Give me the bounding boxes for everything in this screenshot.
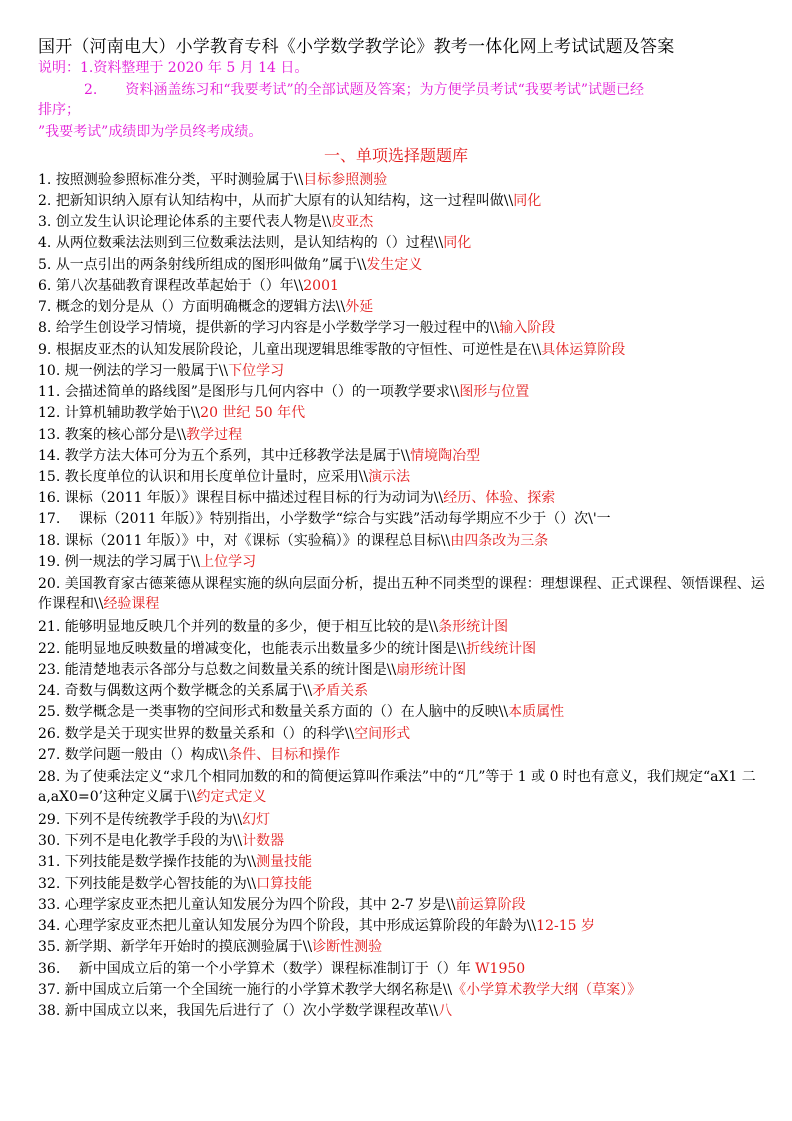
question-number: 26. [38, 726, 65, 742]
question-answer: 扇形统计图 [396, 662, 467, 678]
question-number: 31. [38, 854, 65, 870]
question-number: 18. [38, 533, 65, 549]
question-number: 24. [38, 683, 65, 699]
question-answer: 目标参照测验 [303, 172, 388, 188]
question-item [38, 467, 410, 487]
question-item [38, 403, 305, 423]
question-item [38, 681, 368, 701]
question-number: 20. [38, 576, 65, 592]
question-number: 12. [38, 405, 65, 421]
question-text: 教学方法大体可分为五个系列，其中迁移教学法是属于\\ [64, 448, 411, 464]
question-answer: 折线统计图 [466, 641, 537, 657]
question-number: 36. [38, 961, 65, 977]
question-number: 21. [38, 619, 65, 635]
question-item [38, 531, 548, 551]
question-item [38, 233, 471, 253]
note-line-1: 说明：1.资料整理于 2020 年 5 月 14 日。 [38, 60, 309, 76]
question-text: 心理学家皮亚杰把儿童认知发展分为四个阶段，其中形成运算阶段的年龄为\\ [64, 918, 537, 934]
question-text: 能够明显地反映几个并列的数量的多少，便于相互比较的是\\ [64, 619, 439, 635]
question-item [38, 255, 422, 275]
question-item [38, 382, 529, 402]
question-item [38, 1001, 452, 1021]
question-number: 34. [38, 918, 65, 934]
question-text: 第八次基础教育课程改革起始于（）年\\ [55, 278, 304, 294]
question-item [38, 446, 480, 466]
question-text: 数学问题一般由（）构成\\ [64, 747, 229, 763]
question-answer: 2001 [303, 278, 339, 294]
question-answer: 具体运算阶段 [541, 342, 626, 358]
question-item [38, 702, 564, 722]
question-item [38, 276, 339, 296]
question-text: 能清楚地表示各部分与总数之间数量关系的统计图是\\ [64, 662, 397, 678]
question-number: 8. [38, 320, 56, 336]
question-answer: 演示法 [368, 469, 411, 485]
question-text: 例一规法的学习属于\\ [64, 554, 201, 570]
question-number: 3. [38, 214, 56, 230]
question-number: 23. [38, 662, 65, 678]
question-answer: 情境陶冶型 [410, 448, 481, 464]
question-number: 29. [38, 812, 65, 828]
question-item [38, 810, 270, 830]
question-item [38, 660, 466, 680]
question-number: 17. [38, 511, 65, 527]
question-answer: 发生定义 [366, 257, 423, 273]
question-number: 9. [38, 342, 56, 358]
question-item [38, 874, 312, 894]
question-answer: 测量技能 [256, 854, 313, 870]
question-item [38, 297, 373, 317]
question-item [38, 745, 340, 765]
question-number: 35. [38, 939, 65, 955]
question-answer: 同化 [513, 193, 542, 209]
question-item [38, 639, 536, 659]
question-item [38, 340, 625, 360]
question-item [38, 574, 768, 614]
question-text: 从一点引出的两条射线所组成的图形叫做角”属于\\ [55, 257, 367, 273]
question-item [38, 937, 382, 957]
question-answer: 《小学算术教学大纲（草案）》 [452, 982, 642, 998]
question-text: 根据皮亚杰的认知发展阶段论，儿童出现逻辑思维零散的守恒性、可逆性是在\\ [55, 342, 542, 358]
question-text: 规一例法的学习一般属于\\ [64, 363, 229, 379]
question-item [38, 852, 312, 872]
question-number: 37. [38, 982, 65, 998]
question-number: 28. [38, 769, 65, 785]
question-text: 数学概念是一类事物的空间形式和数量关系方面的（）在人脑中的反映\\ [64, 704, 509, 720]
question-answer: 皮亚杰 [331, 214, 374, 230]
question-text: 心理学家皮亚杰把儿童认知发展分为四个阶段，其中 2-7 岁是\\ [64, 897, 456, 913]
question-text: 会描述简单的路线图”是图形与几何内容中（）的一项教学要求\\ [64, 384, 460, 400]
question-number: 38. [38, 1003, 65, 1019]
section-title: 一、单项选择题题库 [323, 146, 468, 165]
question-item [38, 980, 641, 1000]
question-number: 14. [38, 448, 65, 464]
question-text: 为了使乘法定义“求几个相同加数的和的简便运算叫作乘法”中的“几”等于 1 或 0 时也有意义，我们规定“aX1 二 a,aX0=0’这种定义属于\\ [38, 769, 756, 805]
question-item [38, 212, 373, 232]
question-item [38, 170, 387, 190]
question-number: 11. [38, 384, 65, 400]
question-answer: 本质属性 [508, 704, 565, 720]
question-text: 创立发生认识论理论体系的主要代表人物是\\ [55, 214, 332, 230]
question-item [38, 552, 256, 572]
question-number: 10. [38, 363, 65, 379]
question-text: 数学是关于现实世界的数量关系和（）的科学\\ [64, 726, 355, 742]
document-title: 国开（河南电大）小学教育专科《小学数学教学论》教考一体化网上考试试题及答案 [38, 37, 675, 57]
question-item [38, 959, 525, 979]
question-number: 15. [38, 469, 65, 485]
question-answer: 下位学习 [228, 363, 285, 379]
question-text: 课标（2011 年版）》课程目标中描述过程目标的行为动词为\\ [64, 490, 444, 506]
question-number: 25. [38, 704, 65, 720]
question-number: 7. [38, 299, 56, 315]
question-answer: 经验课程 [103, 596, 160, 612]
question-number: 6. [38, 278, 56, 294]
question-item [38, 425, 242, 445]
question-answer: 图形与位置 [459, 384, 530, 400]
question-text: 新中国成立以来，我国先后进行了（）次小学数学课程改革\\ [64, 1003, 439, 1019]
question-number: 16. [38, 490, 65, 506]
question-text: 把新知识纳入原有认知结构中，从而扩大原有的认知结构，这一过程叫做\\ [55, 193, 514, 209]
question-number: 30. [38, 833, 65, 849]
question-answer: 约定式定义 [196, 789, 267, 805]
question-answer: 矛盾关系 [312, 683, 369, 699]
question-text: 教长度单位的认识和用长度单位计量时，应采用\\ [64, 469, 369, 485]
question-item [38, 617, 508, 637]
question-answer: 条件、目标和操作 [228, 747, 341, 763]
question-text: 课标（2011 年版）》特别指出，小学数学“综合与实践”活动每学期应不少于（）次\'一 [64, 511, 611, 527]
question-text: 下列不是电化教学手段的为\\ [64, 833, 243, 849]
question-answer: 前运算阶段 [455, 897, 526, 913]
question-text: 奇数与偶数这两个数学概念的关系属于\\ [64, 683, 313, 699]
note-line-2: 2. 资料涵盖练习和“我要考试”的全部试题及答案；为方便学员考试“我要考试”试题已经 [84, 82, 644, 98]
question-item [38, 916, 595, 936]
question-text: 教案的核心部分是\\ [64, 427, 187, 443]
question-answer: 输入阶段 [499, 320, 556, 336]
question-text: 给学生创设学习情境，提供新的学习内容是小学数学学习一般过程中的\\ [55, 320, 500, 336]
question-answer: 同化 [443, 235, 472, 251]
question-text: 按照测验参照标准分类，平时测验属于\\ [55, 172, 304, 188]
question-text: 新学期、新学年开始时的摸底测验属于\\ [64, 939, 313, 955]
question-answer: 20 世纪 50 年代 [200, 405, 306, 421]
question-item [38, 724, 410, 744]
question-number: 4. [38, 235, 56, 251]
question-text: 下列不是传统教学手段的为\\ [64, 812, 243, 828]
question-text: 下列技能是数学操作技能的为\\ [64, 854, 257, 870]
question-item [38, 318, 555, 338]
question-item [38, 509, 611, 529]
question-number: 1. [38, 172, 56, 188]
question-answer: 空间形式 [354, 726, 411, 742]
question-item [38, 767, 768, 807]
question-item [38, 488, 555, 508]
question-answer: 诊断性测验 [312, 939, 383, 955]
question-text: 课标（2011 年版）》中，对《课标（实验稿）》的课程总目标\\ [64, 533, 451, 549]
question-text: 美国教育家古德莱德从课程实施的纵向层面分析，提出五种不同类型的课程：理想课程、正式课程、领悟课程、运作课程和\\ [38, 576, 765, 612]
question-text: 概念的划分是从（）方面明确概念的逻辑方法\\ [55, 299, 346, 315]
question-text: 计算机辅助教学始于\\ [64, 405, 201, 421]
question-number: 32. [38, 876, 65, 892]
question-number: 33. [38, 897, 65, 913]
question-answer: 12-15 岁 [536, 918, 595, 934]
question-text: 新中国成立后的第一个小学算术（数学）课程标准制订于（）年 [64, 961, 476, 977]
question-answer: 口算技能 [256, 876, 313, 892]
note-line-3: 排序； [38, 102, 80, 118]
question-answer: 上位学习 [200, 554, 257, 570]
question-answer: 条形统计图 [438, 619, 509, 635]
question-number: 19. [38, 554, 65, 570]
question-answer: 八 [438, 1003, 453, 1019]
question-item [38, 361, 284, 381]
question-number: 27. [38, 747, 65, 763]
question-item [38, 895, 526, 915]
question-answer: 计数器 [242, 833, 285, 849]
question-answer: 教学过程 [186, 427, 243, 443]
question-number: 13. [38, 427, 65, 443]
note-line-4: ”我要考试”成绩即为学员终考成绩。 [38, 124, 263, 140]
question-item [38, 191, 541, 211]
question-answer: 由四条改为三条 [450, 533, 549, 549]
question-number: 5. [38, 257, 56, 273]
question-answer: 外延 [345, 299, 374, 315]
question-text: 下列技能是数学心智技能的为\\ [64, 876, 257, 892]
question-text: 能明显地反映数量的增减变化，也能表示出数量多少的统计图是\\ [64, 641, 467, 657]
question-item [38, 831, 284, 851]
question-text: 从两位数乘法法则到三位数乘法法则，是认知结构的（）过程\\ [55, 235, 444, 251]
question-text: 新中国成立后第一个全国统一施行的小学算术教学大纲名称是\\ [64, 982, 453, 998]
question-answer: 经历、体验、探索 [443, 490, 556, 506]
question-answer: 幻灯 [242, 812, 271, 828]
question-answer: W1950 [475, 961, 526, 977]
question-number: 22. [38, 641, 65, 657]
question-number: 2. [38, 193, 56, 209]
